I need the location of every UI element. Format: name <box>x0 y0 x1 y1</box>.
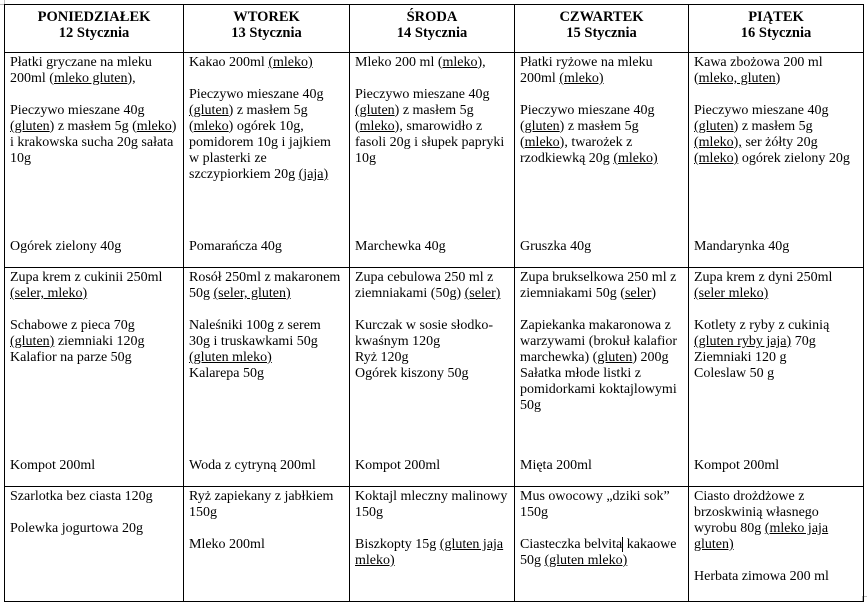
allergen: (mleko) <box>268 55 313 70</box>
day-name: PIĄTEK <box>748 9 804 25</box>
lunch-cell-friday <box>689 268 864 487</box>
snack-cell-wednesday <box>350 487 515 602</box>
allergen: mleko <box>524 135 560 150</box>
breakfast-drink: Płatki ryżowe na mleku 200ml (mleko) <box>520 55 653 86</box>
breakfast-row <box>5 53 864 268</box>
allergen: (seler, gluten) <box>213 286 291 301</box>
lunch-row <box>5 268 864 487</box>
allergen: (gluten mleko) <box>189 350 272 365</box>
lunch-drink: Mięta 200ml <box>520 458 592 473</box>
day-header-thursday <box>515 5 689 53</box>
allergen: (seler) <box>464 286 501 301</box>
allergen: gluten <box>597 350 633 365</box>
lunch-soup: Zupa cebulowa 250 ml z ziemniakami (50g) (seler) <box>355 270 501 301</box>
breakfast-drink: Kawa zbożowa 200 ml (mleko, gluten) <box>694 55 823 86</box>
day-header-wednesday <box>350 5 515 53</box>
breakfast-cell-tuesday <box>184 53 350 268</box>
snack-item: Szarlotka bez ciasta 120g <box>10 489 153 504</box>
breakfast-main: Pieczywo mieszane 40g (gluten) z masłem 5g (mleko) ogórek 10g, pomidorem 10g i jajkiem w plasterki ze szczypiorkiem 20g (jaja) <box>189 87 331 182</box>
breakfast-cell-friday <box>689 53 864 268</box>
lunch-drink: Kompot 200ml <box>694 458 780 473</box>
lunch-cell-monday <box>5 268 184 487</box>
breakfast-fruit: Pomarańcza 40g <box>189 239 282 254</box>
breakfast-main: Pieczywo mieszane 40g (gluten) z masłem 5g (mleko) i krakowska sucha 20g sałata 10g <box>10 103 177 166</box>
day-name: CZWARTEK <box>559 9 644 25</box>
snack-item: Mleko 200ml <box>189 537 265 552</box>
allergen: (gluten <box>10 119 50 134</box>
snack-item: Koktajl mleczny malinowy 150g <box>355 489 508 520</box>
lunch-main: Zapiekanka makaronowa z warzywami (brokuł kalafior marchewka) (gluten) 200g Sałatka młode listki z pomidorkami koktajlowymi 50g <box>520 318 678 413</box>
lunch-main: Naleśniki 100g z serem 30g i truskawkami 50g (gluten mleko) Kalarepa 50g <box>189 318 321 381</box>
lunch-drink: Kompot 200ml <box>10 458 96 473</box>
snack-row <box>5 487 864 602</box>
breakfast-cell-thursday <box>515 53 689 268</box>
breakfast-main: Pieczywo mieszane 40g (gluten) z masłem 5g (mleko), ser żółty 20g (mleko) ogórek zielony 20g <box>694 103 850 166</box>
breakfast-drink: Płatki gryczane na mleku 200ml (mleko gluten), <box>10 55 152 86</box>
allergen: (gluten jaja mleko) <box>355 537 504 568</box>
day-name: WTOREK <box>233 9 300 25</box>
breakfast-fruit: Marchewka 40g <box>355 239 446 254</box>
allergen: mleko <box>442 55 478 70</box>
lunch-drink: Woda z cytryną 200ml <box>189 458 316 473</box>
snack-cell-thursday <box>515 487 689 602</box>
allergen: (gluten <box>355 103 395 118</box>
allergen: (gluten mleko) <box>544 553 628 568</box>
day-date: 15 Stycznia <box>566 25 637 41</box>
allergen: (mleko) <box>613 151 658 166</box>
day-date: 13 Stycznia <box>231 25 302 41</box>
snack-cell-tuesday <box>184 487 350 602</box>
snack-item: Biszkopty 15g (gluten jaja mleko) <box>355 537 504 568</box>
day-header-monday <box>5 5 184 53</box>
breakfast-main: Pieczywo mieszane 40g (gluten) z masłem 5g (mleko), twarożek z rzodkiewką 20g (mleko) <box>520 103 658 166</box>
breakfast-main: Pieczywo mieszane 40g (gluten) z masłem 5g (mleko), smarowidło z fasoli 20g i słupek papryki 10g <box>355 87 505 166</box>
snack-cell-monday <box>5 487 184 602</box>
allergen: mleko <box>193 119 229 134</box>
lunch-cell-wednesday <box>350 268 515 487</box>
breakfast-cell-monday <box>5 53 184 268</box>
breakfast-cell-wednesday <box>350 53 515 268</box>
allergen: (gluten ryby jaja) <box>694 334 792 349</box>
breakfast-fruit: Gruszka 40g <box>520 239 592 254</box>
allergen: mleko <box>359 119 395 134</box>
snack-item: Ryż zapiekany z jabłkiem 150g <box>189 489 334 520</box>
header-row <box>5 5 864 53</box>
snack-item: Herbata zimowa 200 ml <box>694 569 829 584</box>
snack-cell-friday <box>689 487 864 602</box>
snack-item: Polewka jogurtowa 20g <box>10 521 143 536</box>
allergen: (gluten <box>694 119 734 134</box>
allergen: mleko <box>136 119 172 134</box>
allergen: (gluten) <box>10 334 55 349</box>
allergen: (seler, mleko) <box>10 286 88 301</box>
breakfast-drink: Mleko 200 ml (mleko), <box>355 55 486 70</box>
day-date: 14 Stycznia <box>396 25 468 41</box>
allergen: (mleko), <box>694 135 742 150</box>
lunch-soup: Rosół 250ml z makaronem 50g (seler, gluten) <box>189 270 341 301</box>
snack-item: Ciasto drożdżowe z brzoskwinią własnego wyrobu 80g (mleko jaja gluten) <box>694 489 829 552</box>
snack-item: Mus owocowy „dziki sok” 150g <box>520 489 670 520</box>
allergen: (mleko jaja gluten) <box>694 521 829 552</box>
lunch-soup: Zupa krem z cukinii 250ml (seler, mleko) <box>10 270 163 301</box>
breakfast-fruit: Ogórek zielony 40g <box>10 239 122 254</box>
allergen: gluten <box>524 119 560 134</box>
weekly-menu-table <box>4 4 864 602</box>
allergen: (gluten <box>189 103 229 118</box>
lunch-soup: Zupa krem z dyni 250ml (seler mleko) <box>694 270 833 301</box>
allergen: (mleko) <box>694 151 739 166</box>
lunch-main: Kurczak w sosie słodko-kwaśnym 120g Ryż 120g Ogórek kiszony 50g <box>355 318 494 381</box>
allergen: mleko, gluten <box>698 71 776 86</box>
allergen: (seler mleko) <box>694 286 769 301</box>
day-date: 16 Stycznia <box>740 25 812 41</box>
snack-item: Ciasteczka belvita kakaowe 50g (gluten mleko) <box>520 537 677 568</box>
allergen: seler <box>624 286 652 301</box>
day-name: ŚRODA <box>406 9 458 25</box>
lunch-soup: Zupa brukselkowa 250 ml z ziemniakami 50g (seler) <box>520 270 677 301</box>
allergen: (mleko) <box>559 71 604 86</box>
breakfast-drink: Kakao 200ml (mleko) <box>189 55 313 70</box>
allergen: (jaja) <box>298 167 329 182</box>
lunch-main: Kotlety z ryby z cukinią (gluten ryby jaja) 70g Ziemniaki 120 g Coleslaw 50 g <box>694 318 830 381</box>
day-date: 12 Stycznia <box>58 25 130 41</box>
lunch-cell-thursday <box>515 268 689 487</box>
day-name: PONIEDZIAŁEK <box>37 9 151 25</box>
lunch-main: Schabowe z pieca 70g (gluten) ziemniaki 120g Kalafior na parze 50g <box>10 318 145 365</box>
lunch-cell-tuesday <box>184 268 350 487</box>
breakfast-fruit: Mandarynka 40g <box>694 239 790 254</box>
day-header-friday <box>689 5 864 53</box>
allergen: mleko gluten <box>53 71 128 86</box>
lunch-drink: Kompot 200ml <box>355 458 441 473</box>
day-header-tuesday <box>184 5 350 53</box>
